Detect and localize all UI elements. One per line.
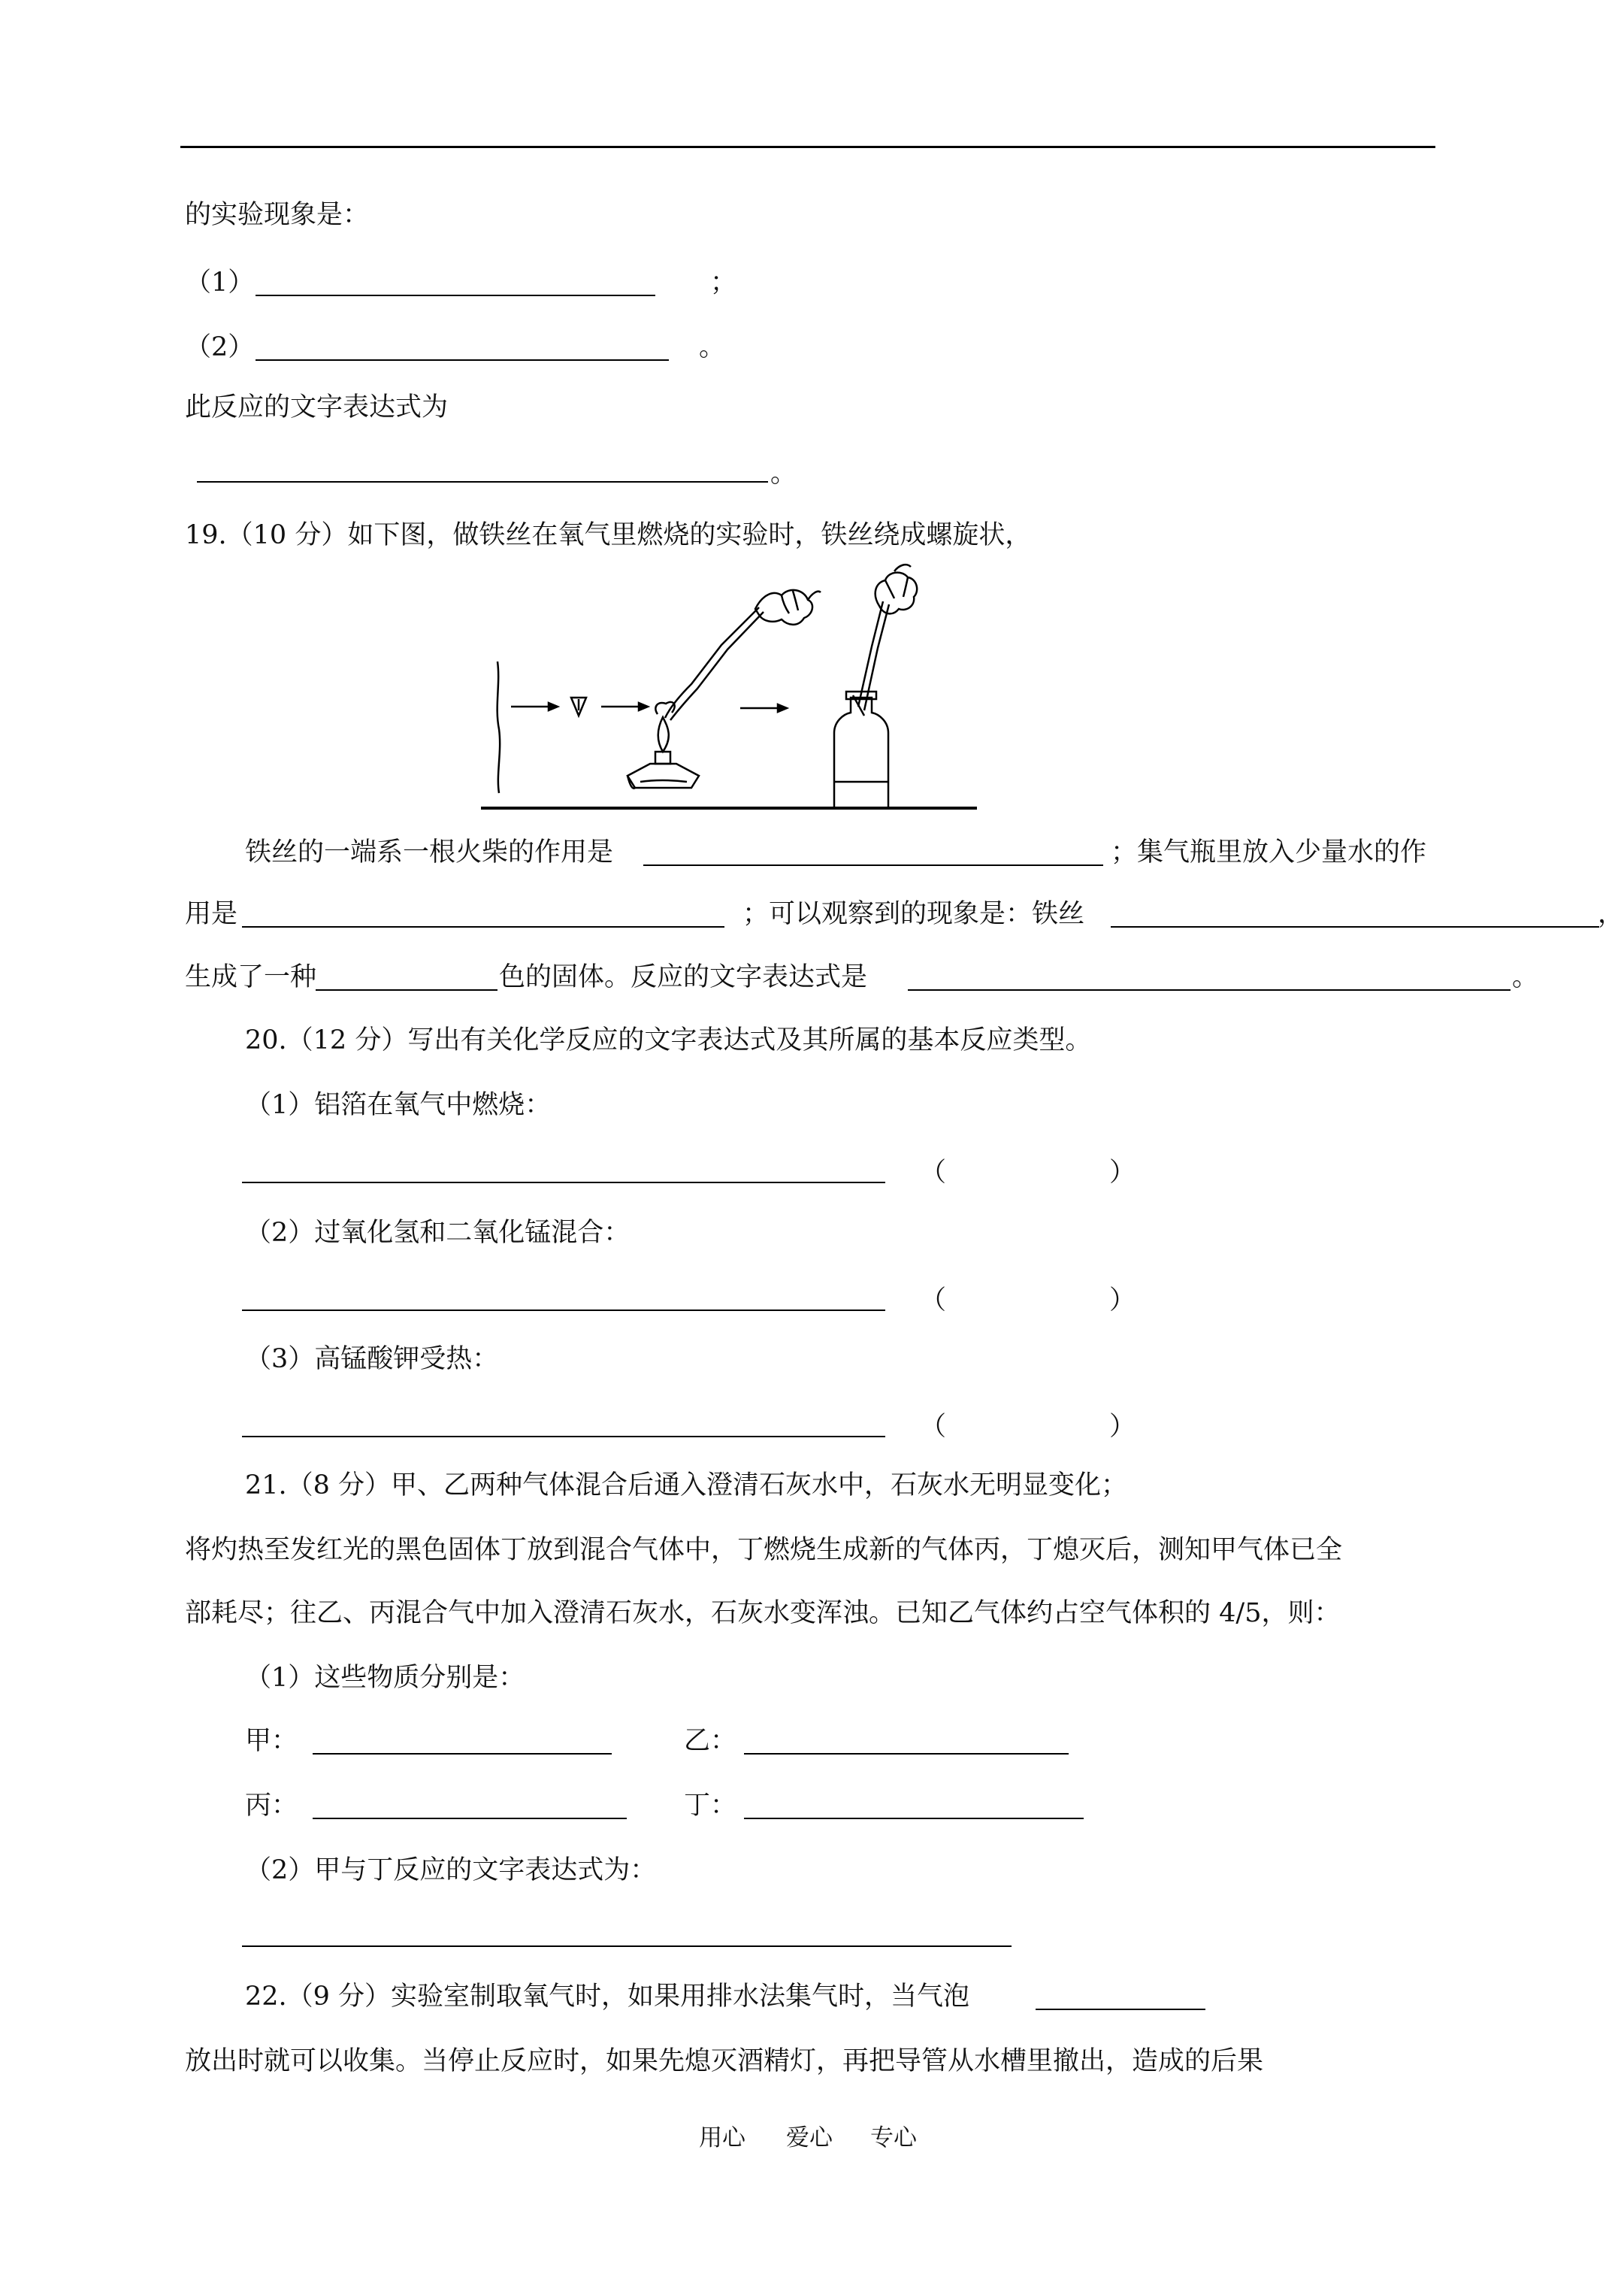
q18-expression-label: 此反应的文字表达式为 bbox=[185, 392, 449, 422]
q21-sub2: （2）甲与丁反应的文字表达式为： bbox=[245, 1855, 657, 1885]
q21-line2: 将灼热至发红光的黑色固体丁放到混合气体中，丁燃烧生成新的气体丙，丁熄灭后，测知甲气体已全 bbox=[185, 1535, 1343, 1565]
q20-item2-expression-blank[interactable] bbox=[242, 1310, 885, 1311]
q19-line3-end: 。 bbox=[1512, 962, 1539, 992]
q19-title: 19.（10 分）如下图，做铁丝在氧气里燃烧的实验时，铁丝绕成螺旋状， bbox=[185, 520, 1032, 550]
q21-ding-label: 丁： bbox=[684, 1791, 737, 1821]
q18-item1-label: （1） bbox=[185, 268, 255, 298]
q18-item1-blank[interactable] bbox=[256, 295, 655, 296]
q18-item2-blank[interactable] bbox=[256, 359, 669, 361]
q19-line1-a: 铁丝的一端系一根火柴的作用是 bbox=[245, 837, 614, 867]
q20-item3: （3）高锰酸钾受热： bbox=[245, 1344, 499, 1374]
q19-phenomenon-blank[interactable] bbox=[1111, 926, 1599, 928]
q20-item3-paren-open: （ bbox=[920, 1412, 947, 1442]
q20-item2-paren-open: （ bbox=[920, 1285, 947, 1316]
q18-item2-end: 。 bbox=[699, 332, 726, 362]
q22-line2: 放出时就可以收集。当停止反应时，如果先熄灭酒精灯，再把导管从水槽里撤出，造成的后果 bbox=[185, 2046, 1264, 2076]
q18-intro: 的实验现象是： bbox=[185, 200, 370, 230]
q19-match-purpose-blank[interactable] bbox=[643, 864, 1103, 866]
iron-wire-experiment-figure bbox=[473, 556, 984, 819]
q21-yi-blank[interactable] bbox=[744, 1753, 1069, 1755]
q22-bubble-blank[interactable] bbox=[1036, 2009, 1205, 2010]
q21-sub1: （1）这些物质分别是： bbox=[245, 1663, 525, 1693]
q18-item2-label: （2） bbox=[185, 332, 255, 362]
q18-item1-end: ； bbox=[710, 268, 737, 298]
footer-zhuanxin: 专心 bbox=[870, 2124, 917, 2151]
q21-jia-blank[interactable] bbox=[313, 1753, 612, 1755]
q20-item3-expression-blank[interactable] bbox=[242, 1436, 885, 1437]
q20-item2-paren-close: ） bbox=[1109, 1285, 1136, 1316]
q22-title: 22.（9 分）实验室制取氧气时，如果用排水法集气时，当气泡 bbox=[245, 1982, 970, 2012]
q19-solid-color-blank[interactable] bbox=[316, 989, 497, 991]
q18-expression-blank[interactable] bbox=[197, 481, 768, 483]
q20-item1-expression-blank[interactable] bbox=[242, 1182, 885, 1183]
q21-jia-label: 甲： bbox=[245, 1726, 298, 1756]
q18-expression-end: 。 bbox=[770, 459, 797, 489]
q20-item1-paren-open: （ bbox=[920, 1158, 947, 1188]
q19-line3-a: 生成了一种 bbox=[185, 962, 317, 992]
q19-line2-end: ， bbox=[1598, 899, 1624, 929]
footer-aixin: 爱心 bbox=[786, 2124, 833, 2151]
q20-item3-paren-close: ） bbox=[1109, 1412, 1136, 1442]
q19-expression-blank[interactable] bbox=[908, 989, 1511, 991]
q21-ding-blank[interactable] bbox=[744, 1818, 1084, 1819]
q21-expression-blank[interactable] bbox=[242, 1945, 1012, 1947]
q20-item1-paren-close: ） bbox=[1109, 1158, 1136, 1188]
q21-yi-label: 乙： bbox=[684, 1726, 737, 1756]
q21-bing-blank[interactable] bbox=[313, 1818, 627, 1819]
header-rule bbox=[180, 146, 1435, 148]
q19-water-purpose-blank[interactable] bbox=[242, 926, 724, 928]
q19-line2-b: ；可以观察到的现象是：铁丝 bbox=[742, 899, 1085, 929]
q21-line3: 部耗尽；往乙、丙混合气中加入澄清石灰水，石灰水变浑浊。已知乙气体约占空气体积的 4/5，则： bbox=[185, 1598, 1341, 1628]
q21-title: 21.（8 分）甲、乙两种气体混合后通入澄清石灰水中，石灰水无明显变化； bbox=[245, 1470, 1128, 1500]
q19-line1-b: ；集气瓶里放入少量水的作 bbox=[1111, 837, 1427, 867]
footer-yongxin: 用心 bbox=[699, 2124, 745, 2151]
q20-item2: （2）过氧化氢和二氧化锰混合： bbox=[245, 1218, 631, 1248]
q20-title: 20.（12 分）写出有关化学反应的文字表达式及其所属的基本反应类型。 bbox=[245, 1025, 1092, 1055]
q19-line3-b: 色的固体。反应的文字表达式是 bbox=[499, 962, 868, 992]
q20-item1: （1）铝箔在氧气中燃烧： bbox=[245, 1090, 552, 1120]
q21-bing-label: 丙： bbox=[245, 1791, 298, 1821]
q19-line2-a: 用是 bbox=[185, 899, 238, 929]
